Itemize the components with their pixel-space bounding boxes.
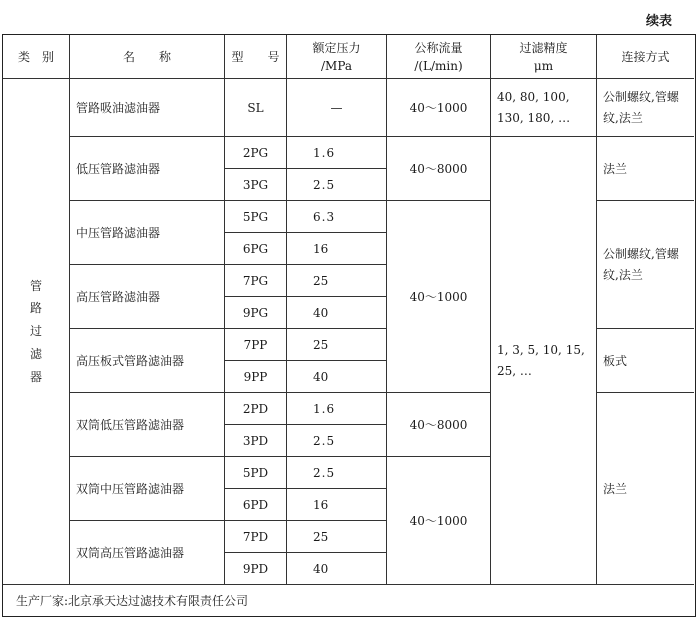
connection-cell xyxy=(597,137,694,201)
connection-text: 公制螺纹,管螺纹,法兰 xyxy=(603,246,679,282)
pressure-text: 25 xyxy=(313,273,329,288)
model-text: 6PD xyxy=(242,497,269,512)
pressure-text: 2.5 xyxy=(313,465,336,480)
flow-cell xyxy=(387,393,491,457)
model-text: SL xyxy=(247,100,264,115)
pressure-cell xyxy=(287,489,387,521)
category-cell xyxy=(3,79,70,585)
model-text: 3PG xyxy=(242,177,269,192)
pressure-cell xyxy=(287,169,387,201)
pressure-text: 16 xyxy=(313,241,329,256)
precision-cell xyxy=(491,79,597,137)
connection-cell xyxy=(597,393,694,585)
header-precision xyxy=(491,35,597,79)
pressure-text: 16 xyxy=(313,497,329,512)
precision-text: 1, 3, 5, 10, 15, 25, … xyxy=(497,342,585,378)
header-flow-line1: 公称流量 xyxy=(414,40,463,55)
flow-text: 40～8000 xyxy=(409,417,468,432)
connection-cell xyxy=(597,201,694,329)
model-cell xyxy=(225,489,287,521)
product-name-text: 管路吸油滤油器 xyxy=(76,100,161,115)
model-text: 3PD xyxy=(242,433,269,448)
header-precision-line1: 过滤精度 xyxy=(519,40,568,55)
category-char: 路 xyxy=(29,301,42,316)
model-cell xyxy=(225,457,287,489)
connection-cell xyxy=(597,329,694,393)
header-pressure-line2: /MPa xyxy=(320,58,353,73)
model-cell xyxy=(225,297,287,329)
pressure-text: — xyxy=(330,100,343,115)
header-flow-line2: /(L/min) xyxy=(414,58,463,73)
product-name xyxy=(70,137,225,201)
flow-cell xyxy=(387,457,491,585)
product-name-text: 双筒中压管路滤油器 xyxy=(76,481,185,496)
connection-text: 公制螺纹,管螺纹,法兰 xyxy=(603,89,679,125)
precision-cell xyxy=(491,137,597,585)
header-category xyxy=(3,35,70,79)
product-name xyxy=(70,201,225,265)
model-cell xyxy=(225,265,287,297)
pressure-cell xyxy=(287,361,387,393)
product-name-text: 双筒高压管路滤油器 xyxy=(76,545,185,560)
model-cell xyxy=(225,137,287,169)
pressure-cell xyxy=(287,79,387,137)
header-connection xyxy=(597,35,694,79)
category-char: 器 xyxy=(29,369,42,384)
pressure-cell xyxy=(287,393,387,425)
model-cell xyxy=(225,521,287,553)
header-connection-label: 连接方式 xyxy=(621,49,670,64)
category-char: 过 xyxy=(29,324,42,339)
product-name xyxy=(70,329,225,393)
header-pressure xyxy=(287,35,387,79)
pressure-text: 2.5 xyxy=(313,177,336,192)
pressure-cell xyxy=(287,265,387,297)
model-text: 7PD xyxy=(242,529,269,544)
header-precision-line2: μm xyxy=(533,58,554,73)
product-name-text: 高压板式管路滤油器 xyxy=(76,353,185,368)
model-text: 6PG xyxy=(242,241,269,256)
model-text: 9PG xyxy=(242,305,269,320)
model-text: 2PG xyxy=(242,145,269,160)
manufacturer-footer xyxy=(2,584,696,617)
model-cell xyxy=(225,425,287,457)
header-name-label: 名 称 xyxy=(122,49,171,64)
pressure-cell xyxy=(287,425,387,457)
header-flow xyxy=(387,35,491,79)
model-cell xyxy=(225,553,287,585)
model-cell xyxy=(225,329,287,361)
connection-cell xyxy=(597,79,694,137)
flow-cell xyxy=(387,79,491,137)
filter-spec-table xyxy=(2,34,696,617)
model-text: 2PD xyxy=(242,401,269,416)
pressure-cell xyxy=(287,457,387,489)
flow-text: 40～1000 xyxy=(409,513,468,528)
pressure-cell xyxy=(287,137,387,169)
pressure-cell xyxy=(287,233,387,265)
model-text: 5PD xyxy=(242,465,269,480)
pressure-text: 40 xyxy=(313,369,329,384)
product-name xyxy=(70,265,225,329)
pressure-cell xyxy=(287,553,387,585)
pressure-text: 1.6 xyxy=(313,401,336,416)
connection-text: 法兰 xyxy=(603,161,628,176)
flow-text: 40～1000 xyxy=(409,100,468,115)
flow-text: 40～1000 xyxy=(409,289,468,304)
pressure-cell xyxy=(287,201,387,233)
pressure-text: 1.6 xyxy=(313,145,336,160)
model-cell xyxy=(225,233,287,265)
product-name xyxy=(70,521,225,585)
manufacturer-text: 生产厂家:北京承天达过滤技术有限责任公司 xyxy=(16,594,249,608)
flow-cell xyxy=(387,201,491,393)
pressure-cell xyxy=(287,329,387,361)
model-text: 7PG xyxy=(242,273,269,288)
header-model xyxy=(225,35,287,79)
header-name xyxy=(70,35,225,79)
table-caption: 续表 xyxy=(645,14,672,29)
model-cell xyxy=(225,169,287,201)
product-name-text: 高压管路滤油器 xyxy=(76,289,161,304)
pressure-cell xyxy=(287,521,387,553)
model-cell xyxy=(225,201,287,233)
connection-text: 法兰 xyxy=(603,481,628,496)
header-category-label: 类 别 xyxy=(17,49,54,64)
model-cell xyxy=(225,79,287,137)
product-name-text: 双筒低压管路滤油器 xyxy=(76,417,185,432)
pressure-text: 25 xyxy=(313,337,329,352)
product-name-text: 中压管路滤油器 xyxy=(76,225,161,240)
pressure-text: 40 xyxy=(313,305,329,320)
flow-cell xyxy=(387,137,491,201)
pressure-text: 25 xyxy=(313,529,329,544)
pressure-text: 6.3 xyxy=(313,209,336,224)
pressure-text: 40 xyxy=(313,561,329,576)
pressure-text: 2.5 xyxy=(313,433,336,448)
product-name-text: 低压管路滤油器 xyxy=(76,161,161,176)
model-cell xyxy=(225,361,287,393)
model-text: 5PG xyxy=(242,209,269,224)
flow-text: 40～8000 xyxy=(409,161,468,176)
pressure-cell xyxy=(287,297,387,329)
product-name xyxy=(70,393,225,457)
category-char: 管 xyxy=(29,278,42,293)
model-cell xyxy=(225,393,287,425)
header-pressure-line1: 额定压力 xyxy=(312,40,361,55)
header-model-label: 型 号 xyxy=(231,49,280,64)
product-name xyxy=(70,79,225,137)
connection-text: 板式 xyxy=(603,353,628,368)
model-text: 9PD xyxy=(242,561,269,576)
product-name xyxy=(70,457,225,521)
model-text: 9PP xyxy=(243,369,268,384)
category-char: 滤 xyxy=(29,346,42,361)
model-text: 7PP xyxy=(243,337,268,352)
precision-text: 40, 80, 100, 130, 180, … xyxy=(497,89,571,125)
